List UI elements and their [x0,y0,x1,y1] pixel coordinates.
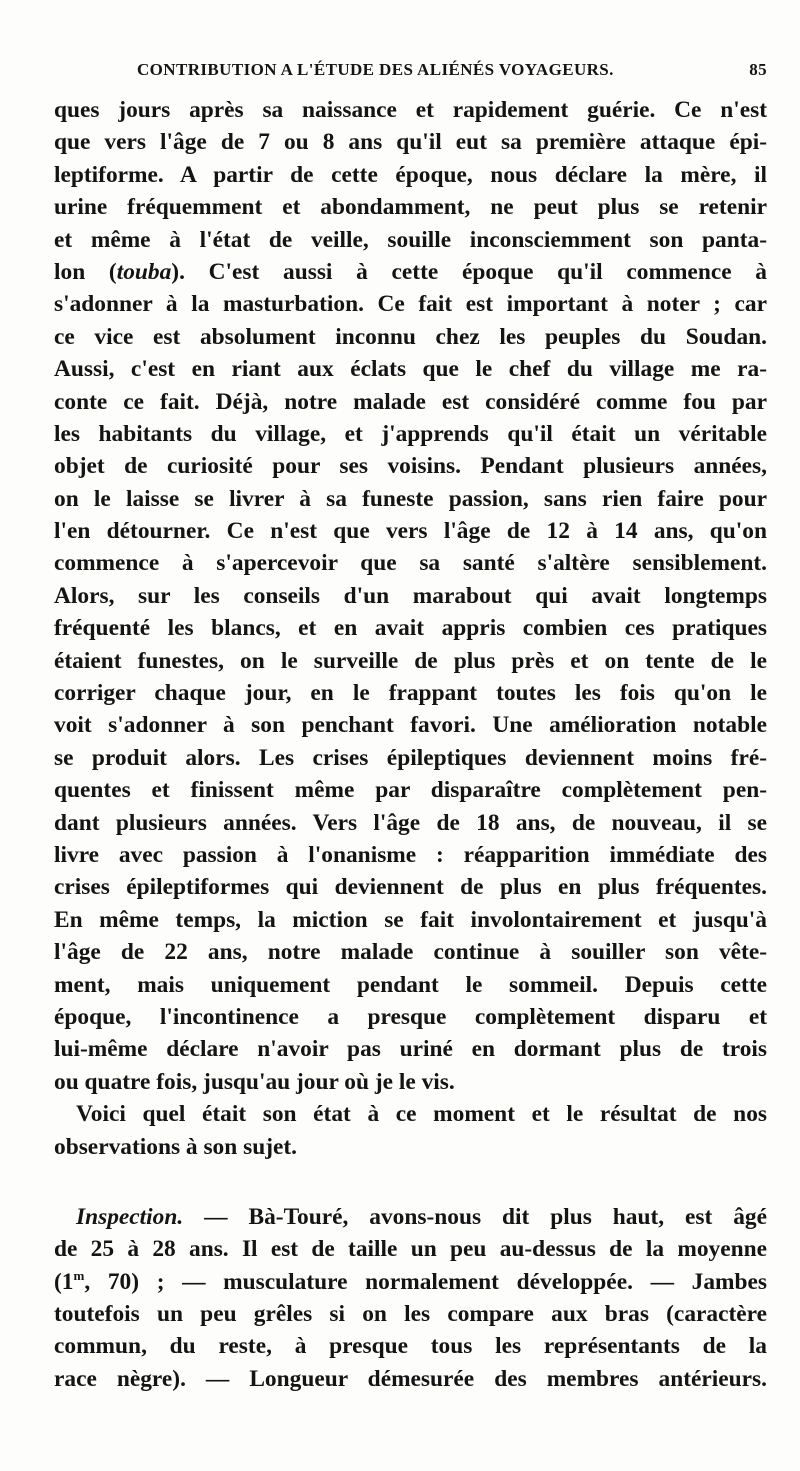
page-body [54,94,767,1395]
text-line: l'en détourner. Ce n'est que vers l'âge de 12 à 14 ans, qu'on [54,518,767,545]
text-line: ou quatre fois, jusqu'au jour où je le vis. [54,1068,455,1095]
text-line-touba [54,256,767,288]
page-number: 85 [749,60,767,79]
text-line: commence à s'apercevoir que sa santé s'altère sensiblement. [54,550,767,577]
paragraph-observations [54,1098,767,1163]
text-line: fréquenté les blancs, et en avait appris combien ces pratiques [54,615,767,642]
running-head-title: CONTRIBUTION A L'ÉTUDE DES ALIÉNÉS VOYAGEURS. [137,60,614,79]
text-line: objet de curiosité pour ses voisins. Pendant plusieurs années, [54,453,767,480]
text-fragment: (1 [54,1268,74,1295]
text-line: race nègre). — Longueur démesurée des membres antérieurs. [54,1365,767,1392]
text-line: étaient funestes, on le surveille de plus près et on tente de le [54,647,767,674]
running-head [137,60,767,86]
text-line: voit s'adonner à son penchant favori. Une amélioration notable [54,712,767,739]
text-line: conte ce fait. Déjà, notre malade est considéré comme fou par [54,388,767,415]
text-line: ques jours après sa naissance et rapidement guérie. Ce n'est [54,97,767,123]
paragraph-inspection [54,1201,767,1395]
text-line: corriger chaque jour, en le frappant toutes les fois qu'on le [54,680,767,707]
text-line: dant plusieurs années. Vers l'âge de 18 ans, de nouveau, il se [54,809,767,836]
superscript-unit: m [73,1267,85,1283]
text-line: ment, mais uniquement pendant le sommeil. Depuis cette [54,971,767,998]
text-line: époque, l'incontinence a presque complètement disparu et [54,1003,767,1030]
text-fragment: , 70) ; — musculature normalement développée. — Jambes [84,1268,767,1295]
text-line: toutefois un peu grêles si on les compare aux bras (caractère [54,1301,767,1328]
text-line: et même à l'état de veille, souille inconsciemment son panta- [54,226,767,253]
text-line: Alors, sur les conseils d'un marabout qui avait longtemps [54,582,767,609]
text-fragment: lon ( [54,258,117,285]
text-line: Aussi, c'est en riant aux éclats que le chef du village me ra- [54,356,767,383]
text-line: observations à son sujet. [54,1133,298,1160]
text-line: on le laisse se livrer à sa funeste passion, sans rien faire pour [54,485,767,512]
text-line: que vers l'âge de 7 ou 8 ans qu'il eut sa première attaque épi- [54,129,767,156]
text-line: leptiforme. A partir de cette époque, nous déclare la mère, il [54,161,767,188]
text-line [54,1266,767,1298]
text-line: commun, du reste, à presque tous les représentants de la [54,1333,767,1360]
text-line: ce vice est absolument inconnu chez les peuples du Soudan. [54,323,767,350]
text-line: de 25 à 28 ans. Il est de taille un peu au-dessus de la moyenne [54,1236,767,1263]
text-line: se produit alors. Les crises épileptiques deviennent moins fré- [54,744,767,771]
text-line: les habitants du village, et j'apprends qu'il était un véritable [54,420,767,447]
text-line: lui-même déclare n'avoir pas uriné en dormant plus de trois [54,1036,767,1063]
italic-term-touba: touba [116,258,172,285]
text-line [54,1201,767,1233]
text-fragment: ). C'est aussi à cette époque qu'il commence à [171,258,767,285]
paragraph-case-history [54,94,767,1098]
text-line: quentes et finissent même par disparaître complètement pen- [54,777,767,804]
text-line: En même temps, la miction se fait involontairement et jusqu'à [54,906,767,933]
text-line: crises épileptiformes qui deviennent de plus en plus fréquentes. [54,874,767,901]
text-line: livre avec passion à l'onanisme : réapparition immédiate des [54,841,767,868]
text-line: urine fréquemment et abondamment, ne peut plus se retenir [54,194,767,221]
text-line: s'adonner à la masturbation. Ce fait est important à noter ; car [54,291,767,318]
section-gap [54,1163,767,1201]
text-fragment: — Bà-Touré, avons-nous dit plus haut, est âgé [183,1203,767,1230]
text-line: Voici quel était son état à ce moment et le résultat de nos [76,1101,767,1128]
text-line: l'âge de 22 ans, notre malade continue à souiller son vête- [54,939,767,966]
section-heading-inspection: Inspection. [76,1203,184,1230]
